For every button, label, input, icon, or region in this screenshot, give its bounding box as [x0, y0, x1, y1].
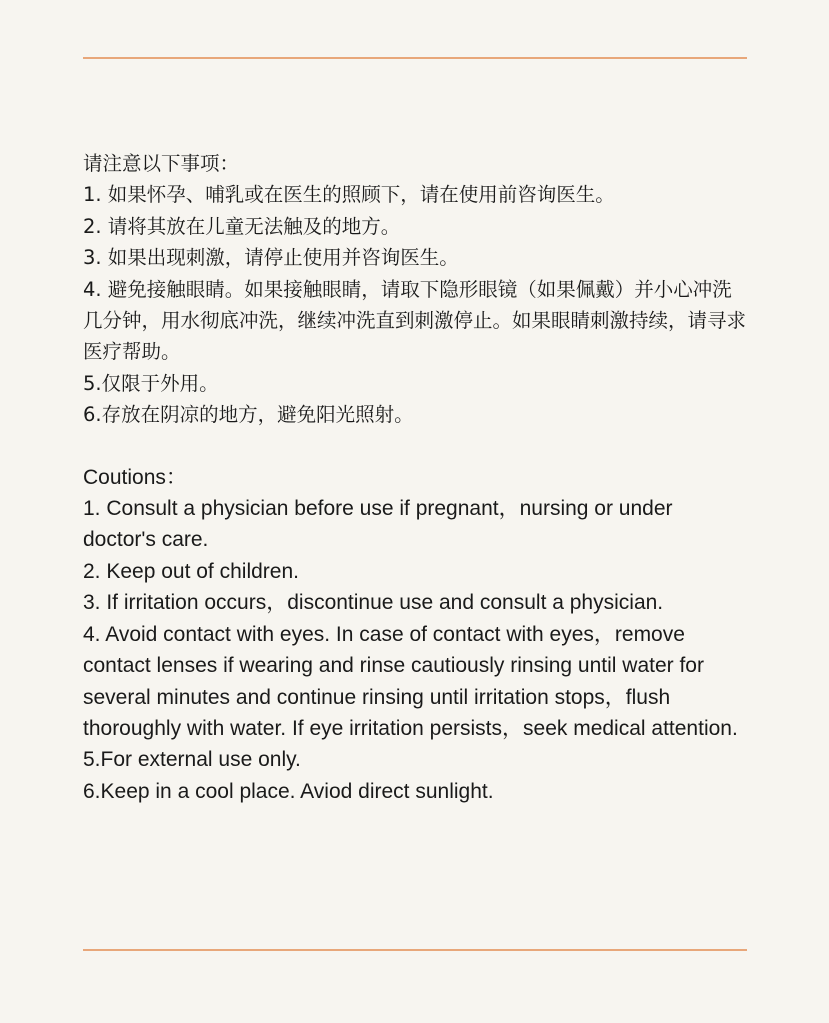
english-item-2: 2. Keep out of children. [83, 559, 299, 583]
chinese-cautions [83, 148, 747, 431]
top-divider [83, 57, 747, 59]
english-heading: Coutions： [83, 465, 187, 489]
bottom-divider [83, 949, 747, 951]
english-item-4: 4. Avoid contact with eyes. In case of contact with eyes，remove contact lenses if wearing and rinse cautiously rinsing until water for several minutes and continue rinsing until irritation stops，flush thoroughly with water. If eye irritation persists，seek medical attention. [83, 622, 738, 740]
english-item-6: 6.Keep in a cool place. Aviod direct sunlight. [83, 779, 494, 803]
chinese-item-4: 4. 避免接触眼睛。如果接触眼睛，请取下隐形眼镜（如果佩戴）并小心冲洗几分钟，用水彻底冲洗，继续冲洗直到刺激停止。如果眼睛刺激持续，请寻求医疗帮助。 [83, 277, 747, 364]
chinese-item-2: 2. 请将其放在儿童无法触及的地方。 [83, 214, 401, 238]
section-spacer [83, 431, 747, 462]
english-item-1: 1. Consult a physician before use if pregnant，nursing or under doctor's care. [83, 497, 673, 552]
chinese-item-3: 3. 如果出现刺激，请停止使用并咨询医生。 [83, 246, 459, 270]
chinese-item-6: 6.存放在阴凉的地方，避免阳光照射。 [83, 403, 414, 427]
chinese-heading: 请注意以下事项： [83, 152, 240, 175]
chinese-item-5: 5.仅限于外用。 [83, 371, 219, 395]
cautions-text-block [83, 148, 747, 807]
english-cautions [83, 462, 747, 807]
chinese-item-1: 1. 如果怀孕、哺乳或在医生的照顾下，请在使用前咨询医生。 [83, 183, 615, 207]
english-item-5: 5.For external use only. [83, 748, 301, 772]
english-item-3: 3. If irritation occurs，discontinue use and consult a physician. [83, 591, 664, 615]
